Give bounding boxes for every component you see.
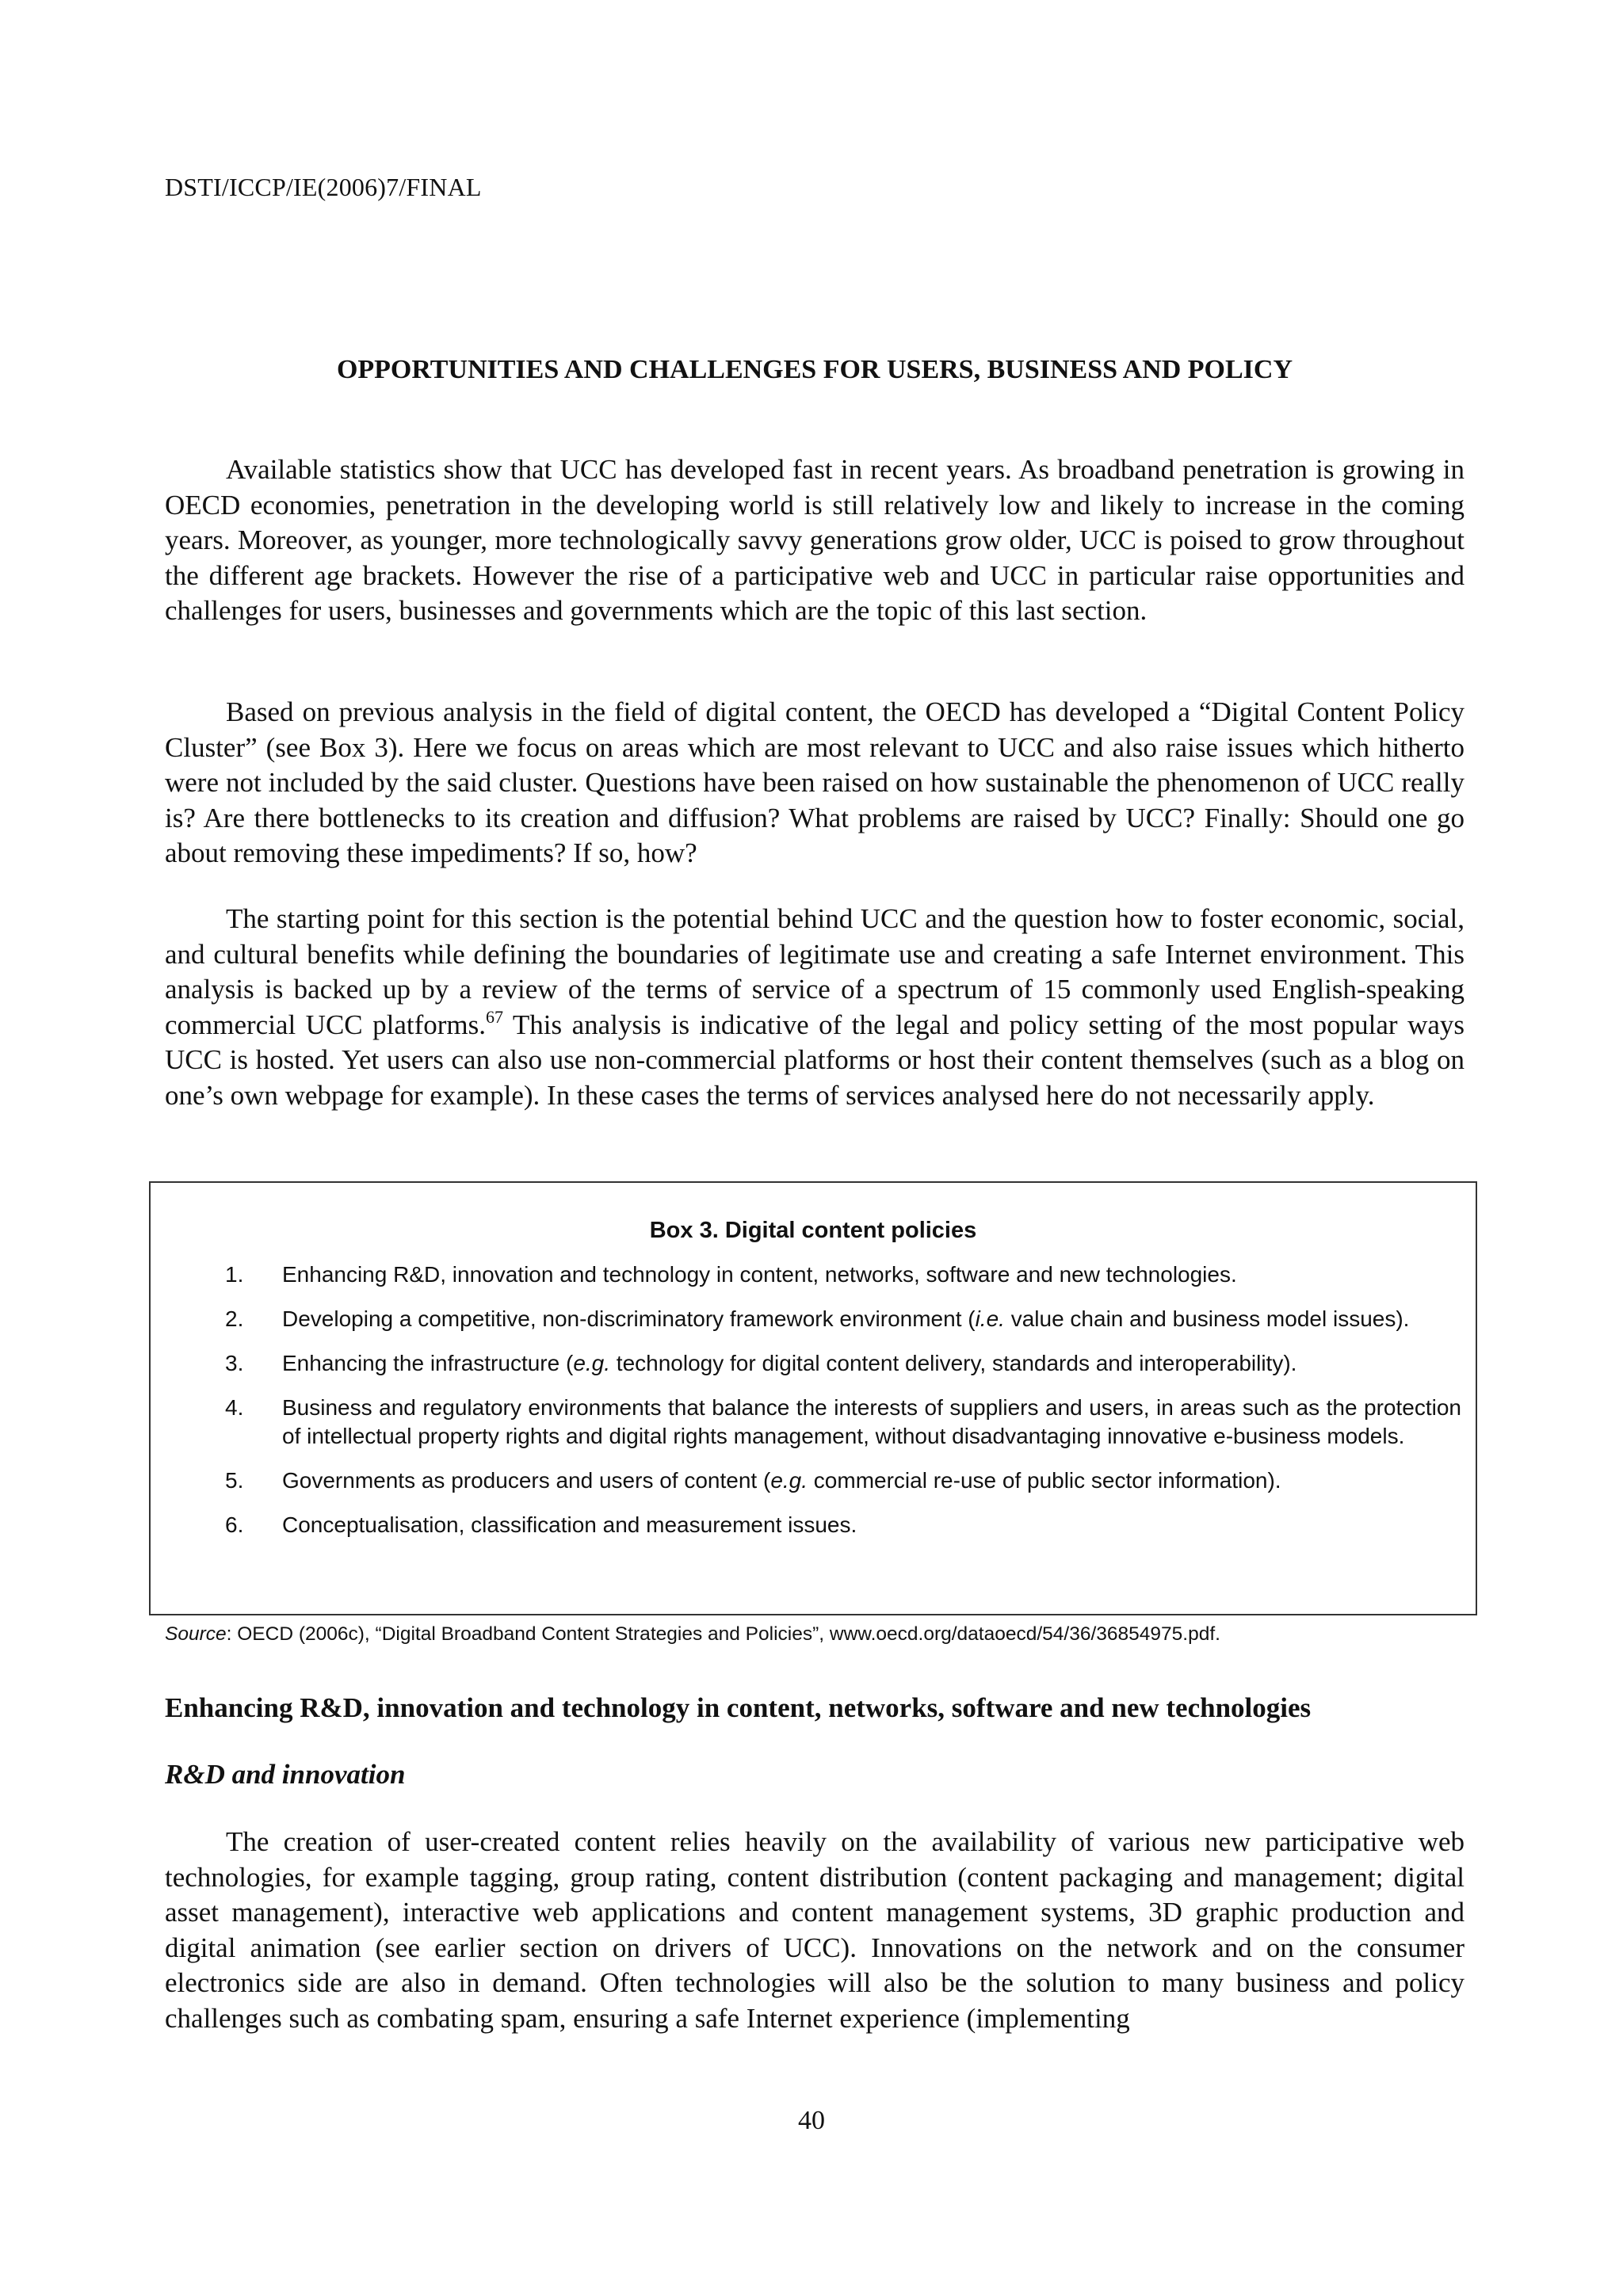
box-list-item-text-pre: Developing a competitive, non-discriminatory framework environment (	[282, 1306, 976, 1331]
box-list-item	[151, 1394, 1476, 1451]
box-list-item	[151, 1349, 1476, 1378]
box-list-item	[151, 1305, 1476, 1333]
paragraph-ucc-technologies: The creation of user-created content relies heavily on the availability of various new participative web technologies, for example tagging, group rating, content distribution (content packaging and management; digital asset management), interactive web applications and content management systems, 3D graphic production and digital animation (see earlier section on drivers of UCC). Innovations on the network and on the consumer electronics side are also in demand. Often technologies will also be the solution to many business and policy challenges such as combating spam, ensuring a safe Internet experience (implementing	[165, 1826, 1465, 2034]
section-title: OPPORTUNITIES AND CHALLENGES FOR USERS, BUSINESS AND POLICY	[336, 355, 1293, 384]
box-policy-list	[151, 1261, 1476, 1555]
box-list-item-text	[282, 1305, 1461, 1333]
box-digital-content-policies	[149, 1181, 1477, 1615]
box-list-item	[151, 1261, 1476, 1289]
box-list-item-number: 6.	[225, 1512, 244, 1537]
box-list-item-text-emphasis: e.g.	[770, 1468, 808, 1493]
box-list-item-number: 1.	[225, 1262, 244, 1287]
subsubsection-heading: R&D and innovation	[165, 1759, 406, 1790]
document-id: DSTI/ICCP/IE(2006)7/FINAL	[165, 173, 482, 201]
subsection-heading: Enhancing R&D, innovation and technology in content, networks, software and new technologies	[165, 1692, 1312, 1723]
box-list-item-text: Conceptualisation, classification and measurement issues.	[282, 1512, 857, 1537]
box-list-item-text: Business and regulatory environments that balance the interests of suppliers and users, in areas such as the protection of intellectual property rights and digital rights management, without disadvantaging innovative e-business models.	[282, 1395, 1461, 1448]
box-list-item-text	[282, 1349, 1461, 1378]
source-text: : OECD (2006c), “Digital Broadband Content Strategies and Policies”, www.oecd.org/dataoecd/54/36/36854975.pdf.	[226, 1623, 1220, 1645]
paragraph-starting-point	[165, 902, 1465, 1113]
box-list-item-text-pre: Governments as producers and users of content (	[282, 1468, 771, 1493]
paragraph-starting-point-part2: This analysis is indicative of the legal and policy setting of the most popular ways UCC is hosted. Yet users can also use non-commercial platforms or host their content themselves (such as a blog on one’s own webpage for example). In these cases the terms of services analysed here do not necessarily apply.	[165, 1009, 1465, 1111]
page-number: 40	[798, 2106, 825, 2135]
box-source-note	[165, 1623, 1480, 1646]
paragraph-policy-cluster: Based on previous analysis in the field of digital content, the OECD has developed a “Digital Content Policy Cluster” (see Box 3). Here we focus on areas which are most relevant to UCC and also raise issues which hitherto were not included by the said cluster. Questions have been raised on how sustainable the phenomenon of UCC really is? Are there bottlenecks to its creation and diffusion? What problems are raised by UCC? Finally: Should one go about removing these impediments? If so, how?	[165, 696, 1465, 868]
box-list-item-number: 4.	[225, 1395, 244, 1420]
box-list-item-text	[282, 1466, 1461, 1495]
box-list-item-number: 5.	[225, 1468, 244, 1493]
box-list-item-text-emphasis: i.e.	[975, 1306, 1005, 1331]
source-label: Source	[165, 1623, 227, 1645]
box-list-item-text-pre: Enhancing the infrastructure (	[282, 1351, 574, 1375]
box-list-item	[151, 1466, 1476, 1495]
paragraph-intro: Available statistics show that UCC has developed fast in recent years. As broadband penetration is growing in OECD economies, penetration in the developing world is still relatively low and likely to increase in the coming years. Moreover, as younger, more technologically savvy generations grow older, UCC is poised to grow throughout the different age brackets. However the rise of a participative web and UCC in particular raise opportunities and challenges for users, businesses and governments which are the topic of this last section.	[165, 454, 1465, 626]
box-list-item-number: 2.	[225, 1306, 244, 1331]
box-list-item-text: Enhancing R&D, innovation and technology in content, networks, software and new technologies.	[282, 1262, 1237, 1287]
box-list-item-number: 3.	[225, 1351, 244, 1375]
box-list-item-text-post: value chain and business model issues).	[1004, 1306, 1410, 1331]
box-list-item-text-post: commercial re-use of public sector information).	[808, 1468, 1281, 1493]
box-list-item-text-post: technology for digital content delivery, standards and interoperability).	[610, 1351, 1297, 1375]
box-title: Box 3. Digital content policies	[649, 1218, 977, 1243]
paragraph-starting-point-part1: The starting point for this section is the potential behind UCC and the question how to foster economic, social, and cultural benefits while defining the boundaries of legitimate use and creating a safe Internet environment. This analysis is backed up by a review of the terms of service of a spectrum of 15 commonly used English-speaking commercial UCC platforms.	[165, 903, 1465, 1040]
box-list-item	[151, 1511, 1476, 1539]
box-list-item-text-emphasis: e.g.	[573, 1351, 611, 1375]
footnote-ref[interactable]: 67	[486, 1006, 504, 1027]
